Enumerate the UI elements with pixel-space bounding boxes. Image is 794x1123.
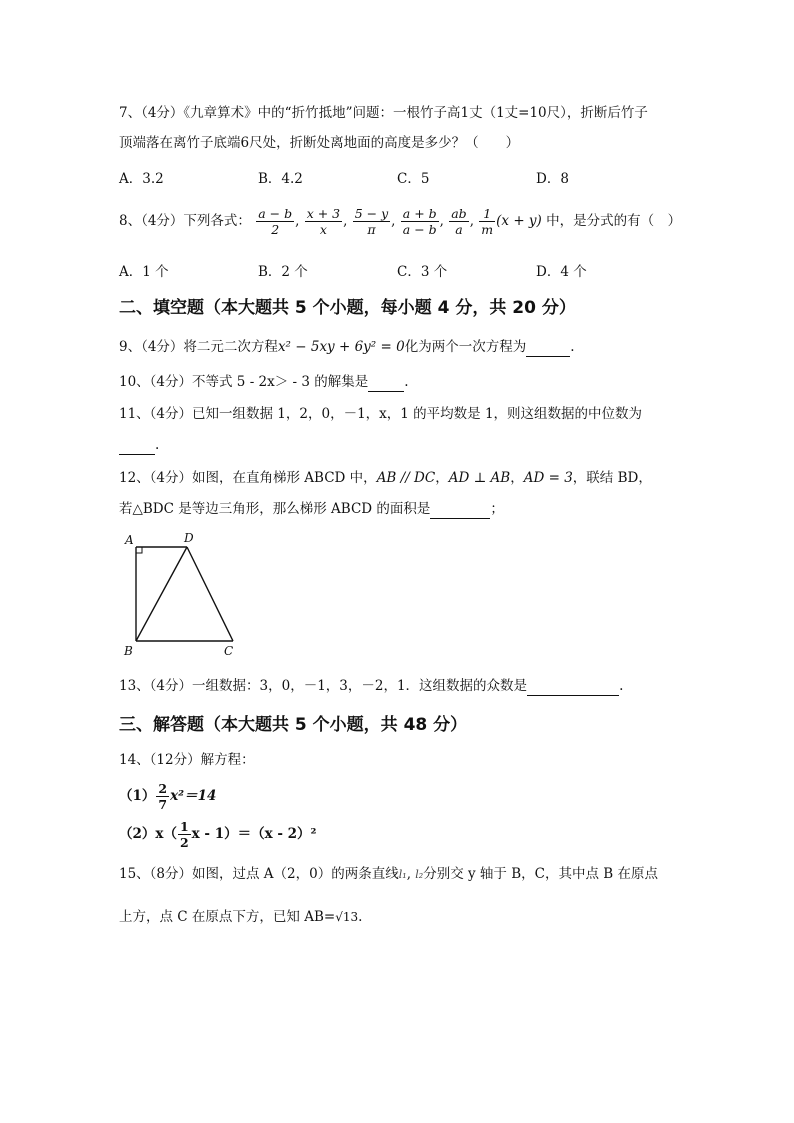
q12-line1: 12、（4分）如图，在直角梯形 ABCD 中，AB // DC，AD ⊥ AB，AD = 3，联结 BD， bbox=[119, 470, 652, 486]
q8-line: 8、（4分）下列各式： $\frac{a - b}{2}$ , $\frac{x + 3}{x}$ , $\frac{5 - y}{\pi}$ , $\frac{a + b}{a - b}$ , $\frac{ab}{a}$ , $\frac{1}{m}$ (x + y) 中，是分式的有（ ） bbox=[119, 206, 682, 237]
q11-line1: 11、（4分）已知一组数据 1，2，0，－1，x，1 的平均数是 1，则这组数据的中位数为 bbox=[119, 406, 643, 422]
vertex-label-b: B bbox=[124, 644, 133, 658]
section-title-solutions: 三、解答题（本大题共 5 个小题，共 48 分） bbox=[119, 715, 468, 735]
q13-line: 13、（4分）一组数据：3，0，－1，3，－2，1．这组数据的众数是 . bbox=[119, 678, 624, 694]
q14-intro: 14、（12分）解方程： bbox=[119, 752, 255, 768]
q15-line1: 15、（8分）如图，过点 A（2，0）的两条直线l₁, l₂分别交 y 轴于 B，C，其中点 B 在原点 bbox=[119, 866, 658, 882]
q14-part2-rest: x - 1）＝（x - 2）² bbox=[191, 826, 317, 842]
q8-option-a: A．1 个 bbox=[119, 264, 169, 280]
right-angle-mark bbox=[136, 547, 142, 553]
q8-suffix: 中，是分式的有（ ） bbox=[546, 213, 682, 229]
q7-option-c: C．5 bbox=[397, 171, 430, 187]
q15-line2-suffix: . bbox=[358, 909, 363, 925]
q9-equation: x² − 5xy + 6y² = 0 bbox=[277, 339, 405, 355]
q8-fraction-6: $\frac{1}{m}$ bbox=[481, 206, 494, 237]
q14-part2-fraction: $\frac{1}{2}$ bbox=[179, 819, 189, 850]
q14-part1-rest: x²＝14 bbox=[170, 788, 217, 804]
q14-part1-label: （1） bbox=[119, 788, 156, 804]
q12-line2-text: 若△BDC 是等边三角形，那么梯形 ABCD 的面积是 bbox=[119, 501, 431, 517]
q14-part2 bbox=[119, 818, 316, 850]
q8-option-d: D．4 个 bbox=[536, 264, 587, 280]
q7-line2: 顶端落在离竹子底端6尺处，折断处离地面的高度是多少？（ ） bbox=[119, 135, 520, 151]
q12-suffix: ，联结 BD， bbox=[572, 470, 652, 486]
q7-option-a: A．3.2 bbox=[119, 171, 164, 187]
edge-dc bbox=[187, 547, 233, 641]
q8-option-c: C．3 个 bbox=[397, 264, 448, 280]
q8-fraction-4: $\frac{a + b}{a - b}$ bbox=[402, 206, 437, 237]
q15-line-l1: l₁ bbox=[398, 868, 407, 881]
q11-line2: . bbox=[119, 436, 159, 455]
q9-line: 9、（4分）将二元二次方程x² − 5xy + 6y² = 0化为两个一次方程为 . bbox=[119, 339, 575, 355]
q7-line1: 7、（4分）《九章算术》中的“折竹抵地”问题：一根竹子高1丈（1丈=10尺），折断后竹子 bbox=[119, 105, 648, 121]
q15-line2 bbox=[119, 908, 362, 926]
vertex-label-a: A bbox=[125, 533, 134, 547]
q12-line2 bbox=[119, 500, 504, 519]
q9-answer-blank bbox=[526, 338, 570, 357]
q10-text: 10、（4分）不等式 5 - 2x＞ - 3 的解集是 bbox=[119, 374, 369, 390]
q15-line-l2: l₂ bbox=[415, 868, 424, 881]
q9-prefix: 9、（4分）将二元二次方程 bbox=[119, 339, 278, 355]
diagonal-bd bbox=[136, 547, 187, 641]
q12-cond-length: AD = 3 bbox=[523, 470, 573, 486]
q8-option-b: B．2 个 bbox=[258, 264, 308, 280]
q8-fraction-1: $\frac{a - b}{2}$ bbox=[258, 206, 293, 237]
q8-fraction-2: $\frac{x + 3}{x}$ bbox=[306, 206, 341, 237]
q15-sqrt-13: √13 bbox=[335, 910, 359, 924]
vertex-label-d: D bbox=[184, 531, 194, 545]
q11-answer-blank bbox=[119, 436, 155, 455]
q14-part2-label: （2）x（ bbox=[119, 826, 177, 842]
q12-answer-blank bbox=[430, 500, 490, 519]
q15-line1-suffix: 分别交 y 轴于 B，C，其中点 B 在原点 bbox=[423, 866, 658, 882]
q14-part1-fraction: $\frac{2}{7}$ bbox=[158, 781, 168, 812]
q7-option-b: B．4.2 bbox=[258, 171, 303, 187]
trapezoid-figure bbox=[120, 528, 250, 660]
q15-prefix: 15、（8分）如图，过点 A（2，0）的两条直线 bbox=[119, 866, 399, 882]
q13-text: 13、（4分）一组数据：3，0，－1，3，－2，1．这组数据的众数是 bbox=[119, 678, 528, 694]
section-title-fill-in: 二、填空题（本大题共 5 个小题，每小题 4 分，共 20 分） bbox=[119, 298, 576, 318]
q12-prefix: 12、（4分）如图，在直角梯形 ABCD 中， bbox=[119, 470, 377, 486]
q8-fraction-3: $\frac{5 - y}{\pi}$ bbox=[354, 206, 389, 237]
q12-cond-perpendicular: AD ⊥ AB bbox=[448, 470, 511, 486]
q13-answer-blank bbox=[527, 677, 619, 696]
vertex-label-c: C bbox=[224, 644, 234, 658]
q10-answer-blank bbox=[368, 373, 404, 392]
q12-line2-end: ； bbox=[490, 501, 504, 517]
q9-suffix: 化为两个一次方程为 bbox=[404, 339, 527, 355]
q8-tail-expr: (x + y) bbox=[496, 213, 542, 229]
q7-option-d: D．8 bbox=[536, 171, 569, 187]
q8-prefix: 8、（4分）下列各式： bbox=[119, 213, 251, 229]
q10-line: 10、（4分）不等式 5 - 2x＞ - 3 的解集是 . bbox=[119, 374, 409, 390]
q12-cond-parallel: AB // DC bbox=[376, 470, 436, 486]
q14-part1 bbox=[119, 780, 216, 812]
q8-fraction-5: $\frac{ab}{a}$ bbox=[451, 206, 467, 237]
q15-line2-prefix: 上方，点 C 在原点下方，已知 AB= bbox=[119, 909, 336, 925]
